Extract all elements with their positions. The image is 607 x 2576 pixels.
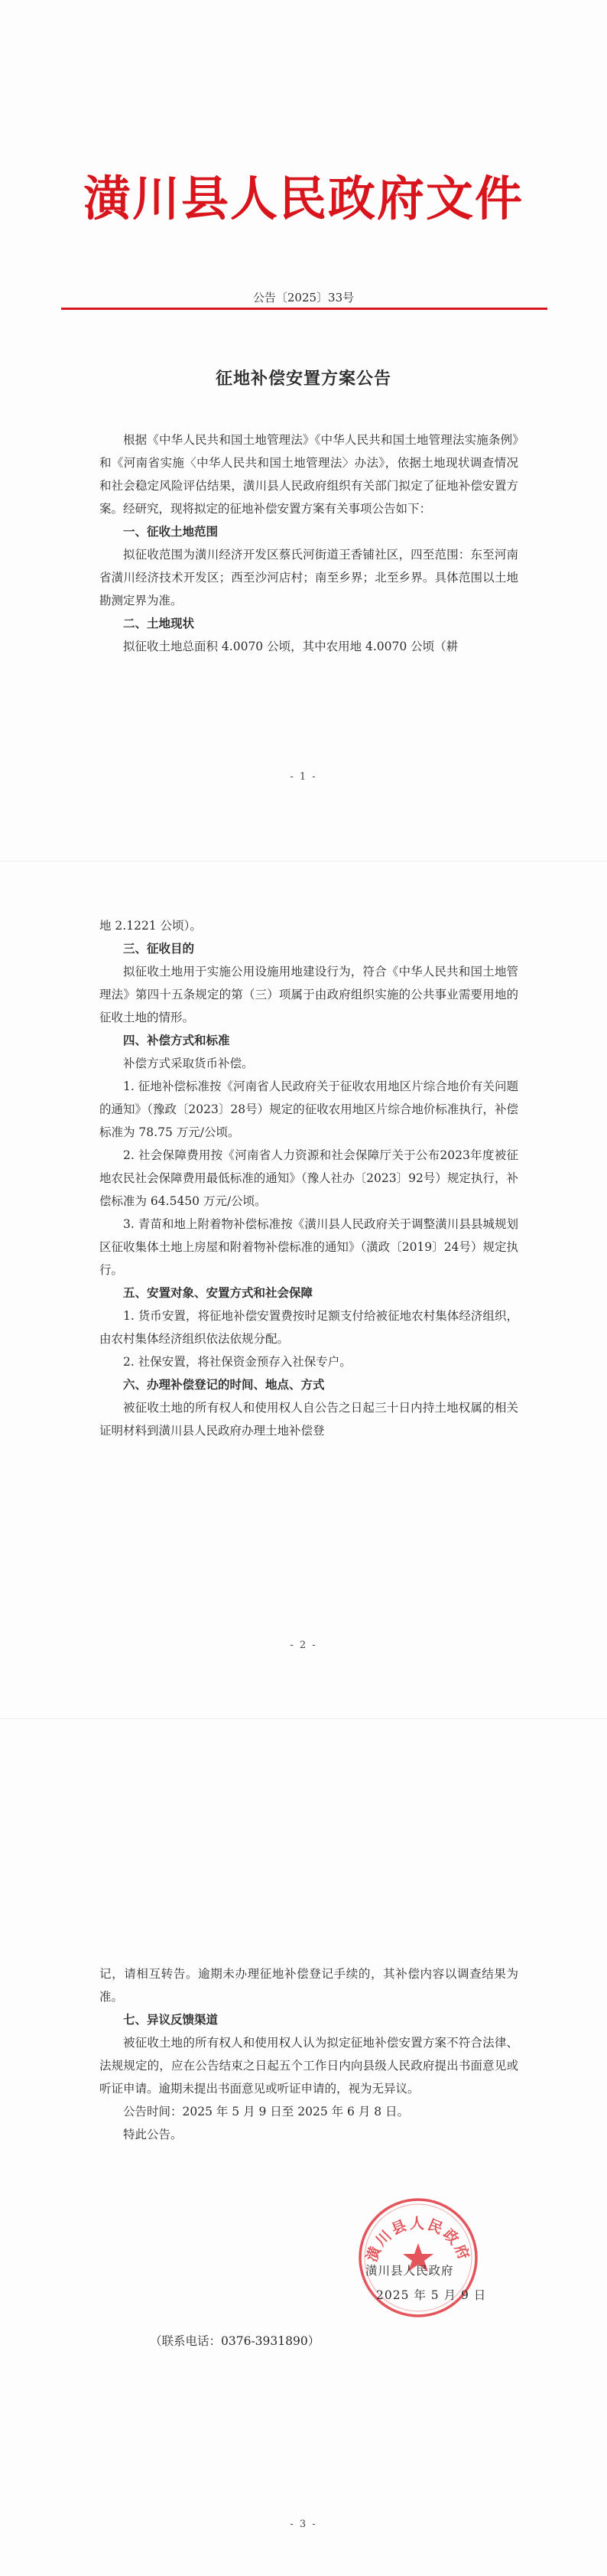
section-4-heading: 四、补偿方式和标准 — [123, 1033, 230, 1047]
section-5-heading: 五、安置对象、安置方式和社会保障 — [123, 1285, 313, 1300]
continuation-text: 地 2.1221 公顷）。 — [99, 919, 202, 933]
section-7-text: 被征收土地的所有权人和使用权人认为拟定征地补偿安置方案不符合法律、法规规定的，应在公告结束之日起五个工作日内向县级人民政府提出书面意见或听证申请。逾期未提出书面意见或听证申请的，视为无异议。 — [99, 2036, 518, 2096]
section-5-item-1: 1. 货币安置，将征地补偿安置费按时足额支付给被征地农村集体经济组织，由农村集体经济组织依法依规分配。 — [99, 1309, 518, 1346]
section-5-item-2: 2. 社保安置，将社保资金预存入社保专户。 — [123, 1355, 352, 1369]
signature-organization: 潢川县人民政府 — [365, 2264, 454, 2278]
section-4-item-3: 3. 青苗和地上附着物补偿标准按《潢川县人民政府关于调整潢川县县城规划区征收集体土地上房屋和附着物补偿标准的通知》（潢政〔2019〕24号）规定执行。 — [99, 1217, 518, 1277]
section-7-heading: 七、异议反馈渠道 — [123, 2012, 219, 2027]
page-number-1: - 1 - — [290, 771, 317, 783]
section-4-item-1: 1. 征地补偿标准按《河南省人民政府关于征收农用地区片综合地价有关问题的通知》（豫政〔2023〕28号）规定的征收农用地区片综合地价标准执行，补偿标准为 78.75 万元/公顷。 — [99, 1080, 518, 1139]
announcement-time: 公告时间：2025 年 5 月 9 日至 2025 年 6 月 8 日。 — [123, 2105, 410, 2118]
page-number-2: - 2 - — [290, 1640, 317, 1651]
section-4-item-2: 2. 社会保障费用按《河南省人力资源和社会保障厅关于公布2023年度被征地农民社会保障费用最低标准的通知》（豫人社办〔2023〕92号）规定执行，补偿标准为 64.5450 万元/公顷。 — [99, 1148, 518, 1208]
contact-phone: （联系电话：0376-3931890） — [150, 2334, 320, 2348]
signature-date: 2025 年 5 月 9 日 — [376, 2288, 487, 2302]
page-1-body — [99, 428, 518, 658]
special-notice: 特此公告。 — [123, 2128, 183, 2141]
section-2-heading: 二、土地现状 — [123, 616, 195, 630]
section-3-heading: 三、征收目的 — [123, 941, 195, 956]
section-1-text: 拟征收范围为潢川经济开发区蔡氏河街道王香铺社区，四至范围：东至河南省潢川经济技术开发区；西至沙河店村；南至乡界；北至乡界。具体范围以土地勘测定界为准。 — [99, 548, 518, 607]
intro-paragraph: 根据《中华人民共和国土地管理法》《中华人民共和国土地管理法实施条例》和《河南省实施〈中华人民共和国土地管理法〉办法》，依据土地现状调查情况和社会稳定风险评估结果，潢川县人民政府组织有关部门拟定了征地补偿安置方案。经研究，现将拟定的征地补偿安置方案有关事项公告如下： — [99, 433, 518, 516]
section-4-intro: 补偿方式采取货币补偿。 — [123, 1057, 254, 1070]
red-divider-line — [61, 308, 547, 310]
page-2-body — [99, 914, 518, 1442]
notice-title: 征地补偿安置方案公告 — [215, 369, 391, 389]
seal-text: 潢川县人民政府 — [363, 2215, 473, 2265]
page-number-3: - 3 - — [290, 2519, 317, 2530]
page-3-body — [99, 1962, 518, 2146]
section-6-heading: 六、办理补偿登记的时间、地点、方式 — [123, 1377, 325, 1392]
section-2-text: 拟征收土地总面积 4.0070 公顷，其中农用地 4.0070 公顷（耕 — [123, 640, 459, 653]
section-1-heading: 一、征收土地范围 — [123, 524, 219, 539]
section-6-text: 被征收土地的所有权人和使用权人自公告之日起三十日内持土地权属的相关证明材料到潢川县人民政府办理土地补偿登 — [99, 1401, 518, 1438]
continuation-text-3: 记，请相互转告。逾期未办理征地补偿登记手续的，其补偿内容以调查结果为准。 — [99, 1967, 518, 2004]
document-number: 公告〔2025〕33号 — [252, 291, 355, 304]
document-header-title: 潢川县人民政府文件 — [83, 171, 524, 226]
page-3 — [0, 1718, 607, 2576]
section-3-text: 拟征收土地用于实施公用设施用地建设行为，符合《中华人民共和国土地管理法》第四十五条规定的第（三）项属于由政府组织实施的公共事业需要用地的征收土地的情形。 — [99, 965, 518, 1024]
